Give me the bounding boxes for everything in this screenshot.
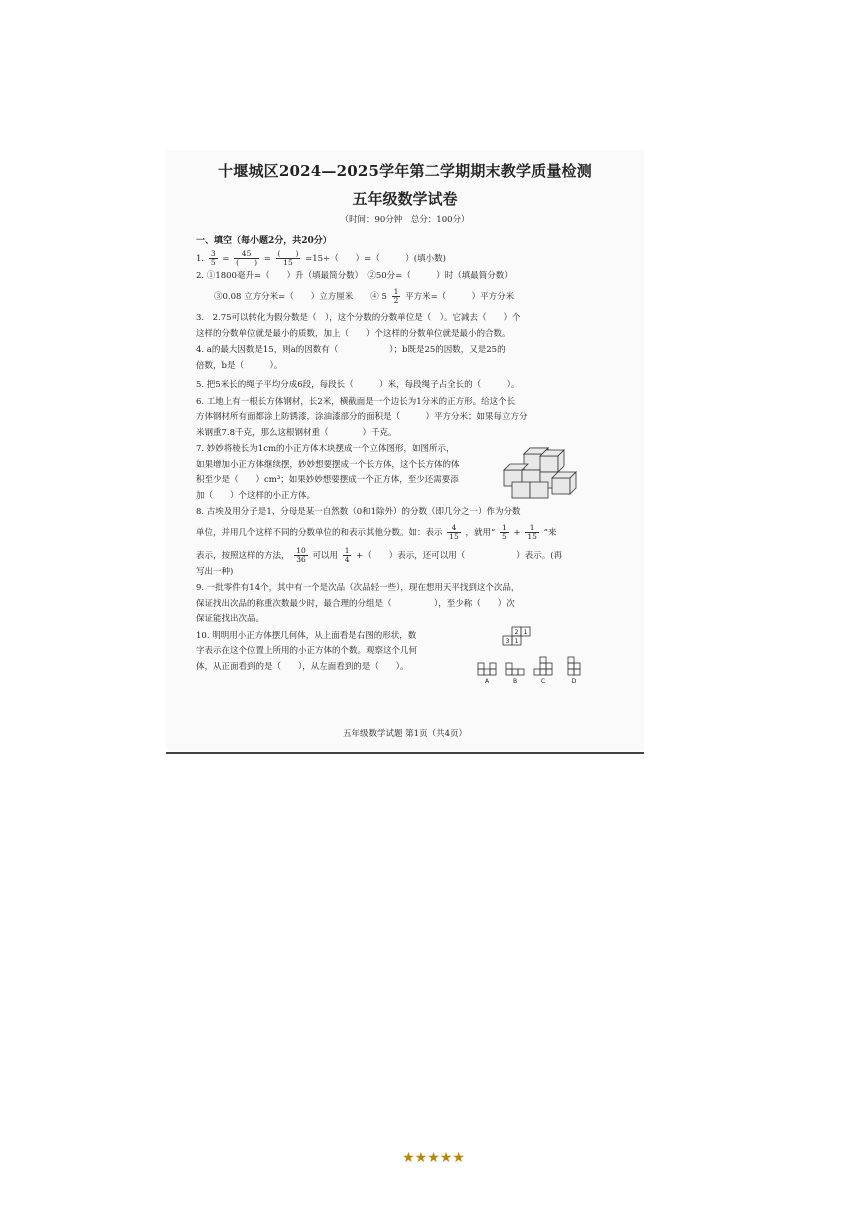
q6-line3: 米钢重7.8千克，那么这根钢材重（ ）千克。 bbox=[196, 427, 397, 438]
stacked-cubes-figure bbox=[502, 444, 580, 500]
q1-number: 1. bbox=[196, 254, 205, 264]
q8-quarter-fraction: $\frac{1}{4}$ bbox=[344, 546, 350, 564]
q8-unit-fraction-1: $\frac{1}{5}$ bbox=[502, 522, 507, 541]
q2-mixed-fraction: $\frac{1}{2}$ bbox=[393, 287, 399, 305]
q1-fraction-1: $\frac{3}{5}$ bbox=[210, 249, 216, 267]
option-c-label: C bbox=[540, 677, 546, 685]
q2-line2b: 平方米=（ ）平方分米 bbox=[405, 292, 515, 302]
q5-line1: 5. 把5米长的绳子平均分成6段，每段长（ ）米，每段绳子占全长的（ ）。 bbox=[196, 380, 520, 390]
q8-line4: 写出一种) bbox=[196, 566, 234, 577]
question-10 bbox=[196, 628, 610, 685]
q7-line3: 积至少是（ ）cm³；如果妙妙想要摆成一个正方体，至少还需要添 bbox=[196, 475, 459, 485]
top-view-number: 3 bbox=[505, 637, 510, 645]
q7-line1: 7. 妙妙将棱长为1cm的小正方体木块摆成一个立体图形，如图所示， bbox=[196, 444, 455, 454]
q2-line1: ①1800毫升=（ ）升（填最简分数） ②50分=（ ）时（填最简分数） bbox=[206, 271, 513, 281]
page-divider bbox=[166, 752, 644, 754]
question-2 bbox=[196, 269, 610, 284]
q1-equals-2: = bbox=[263, 254, 271, 264]
question-4 bbox=[196, 343, 610, 374]
q3-line1: 3. 2.75可以转化为假分数是（ ），这个分数的分数单位是（ ）。它减去（ ）个 bbox=[196, 313, 521, 323]
q8-line2: 单位，并用几个这样不同的分数单位的和表示其他分数。如：表示 $\frac{4}{15}$ ，就用“ $\frac{1}{5}$ + $\frac{1}{15}$ ”来 bbox=[196, 522, 557, 541]
q4-line2: 倍数，b是（ ）。 bbox=[196, 360, 283, 371]
exam-title: 十堰城区2024—2025学年第二学期期末教学质量检测 bbox=[218, 162, 592, 180]
q2-number: 2. bbox=[196, 271, 205, 281]
page-footer: 五年级数学试题 第1页（共4页） bbox=[342, 729, 468, 739]
question-5 bbox=[196, 378, 610, 394]
question-2-line2 bbox=[196, 288, 610, 305]
q10-line3: 体，从正面看到的是（ ），从左面看到的是（ ）。 bbox=[196, 661, 409, 672]
q10-line2: 字表示在这个位置上所用的小正方体的个数。观察这个几何 bbox=[196, 646, 418, 656]
q8-example-fraction: $\frac{4}{15}$ bbox=[449, 522, 459, 541]
q6-line1: 6. 工地上有一根长方体钢材，长2米，横截面是一个边长为1分米的正方形。给这个长 bbox=[196, 396, 516, 407]
question-3 bbox=[196, 311, 610, 342]
q1-tail: =15÷（ ）=（ ）(填小数) bbox=[305, 254, 446, 264]
q8-unit-fraction-2: $\frac{1}{15}$ bbox=[527, 522, 537, 541]
question-9 bbox=[196, 581, 610, 628]
view-options-figure bbox=[476, 625, 596, 685]
q8-line3: 表示，按照这样的方法， $\frac{10}{36}$ 可以用 $\frac{1}{4}$ +（ ）表示，还可以用（ ）表示。(再 bbox=[196, 546, 563, 564]
option-d-label: D bbox=[571, 677, 577, 685]
q4-line1: 4. a的最大因数是15，则a的因数有（ ）；b既是25的因数，又是25的 bbox=[196, 345, 506, 355]
exam-meta: （时间：90分钟 总分：100分） bbox=[340, 215, 470, 225]
exam-subtitle: 五年级数学试卷 bbox=[352, 190, 458, 208]
q7-line2: 如果增加小正方体继续摆，妙妙想要摆成一个长方体，这个长方体的体 bbox=[196, 459, 460, 470]
q1-equals-1: = bbox=[222, 254, 230, 264]
q10-line1: 10. 明明用小正方体摆几何体，从上面看是右图的形状，数 bbox=[196, 630, 417, 641]
q1-fraction-3: $\frac{( )}{15}$ bbox=[277, 249, 299, 267]
q1-fraction-2: $\frac{45}{( )}$ bbox=[236, 249, 257, 267]
q2-line2a: ③0.08 立方分米=（ ）立方厘米 ④ 5 bbox=[214, 292, 387, 302]
q8-target-fraction: $\frac{10}{36}$ bbox=[296, 546, 306, 564]
section-heading: 一、填空（每小题2分，共20分） bbox=[196, 236, 332, 246]
top-view-number: 2 bbox=[514, 628, 519, 636]
option-a-label: A bbox=[484, 677, 490, 685]
rating-stars: ★★★★★ bbox=[402, 1150, 465, 1166]
q7-line4: 加（ ）个这样的小正方体。 bbox=[196, 490, 316, 501]
question-8 bbox=[196, 505, 610, 580]
q9-line2: 保证找出次品的称重次数最少时，最合理的分组是（ ），至少称（ ）次 bbox=[196, 598, 515, 609]
q9-line3: 保证能找出次品。 bbox=[196, 614, 265, 624]
exam-content bbox=[196, 234, 610, 685]
q8-line1: 8. 古埃及用分子是1、分母是某一自然数（0和1除外）的分数（即几分之一）作为分数 bbox=[196, 507, 521, 517]
q9-line1: 9. 一批零件有14个，其中有一个是次品（次品轻一些），现在想用天平找到这个次品， bbox=[196, 583, 520, 593]
question-1 bbox=[196, 250, 610, 267]
q3-line2: 这样的分数单位就是最小的质数，加上（ ）个这样的分数单位就是最小的合数。 bbox=[196, 328, 511, 339]
question-6 bbox=[196, 395, 610, 442]
option-b-label: B bbox=[512, 677, 518, 685]
question-7 bbox=[196, 442, 610, 504]
q6-line2: 方体钢材所有面都涂上防锈漆，涂油漆部分的面积是（ ）平方分米；如果每立方分 bbox=[196, 412, 528, 422]
top-view-number: 1 bbox=[514, 637, 519, 645]
exam-page bbox=[166, 150, 644, 750]
top-view-number: 1 bbox=[523, 628, 528, 636]
